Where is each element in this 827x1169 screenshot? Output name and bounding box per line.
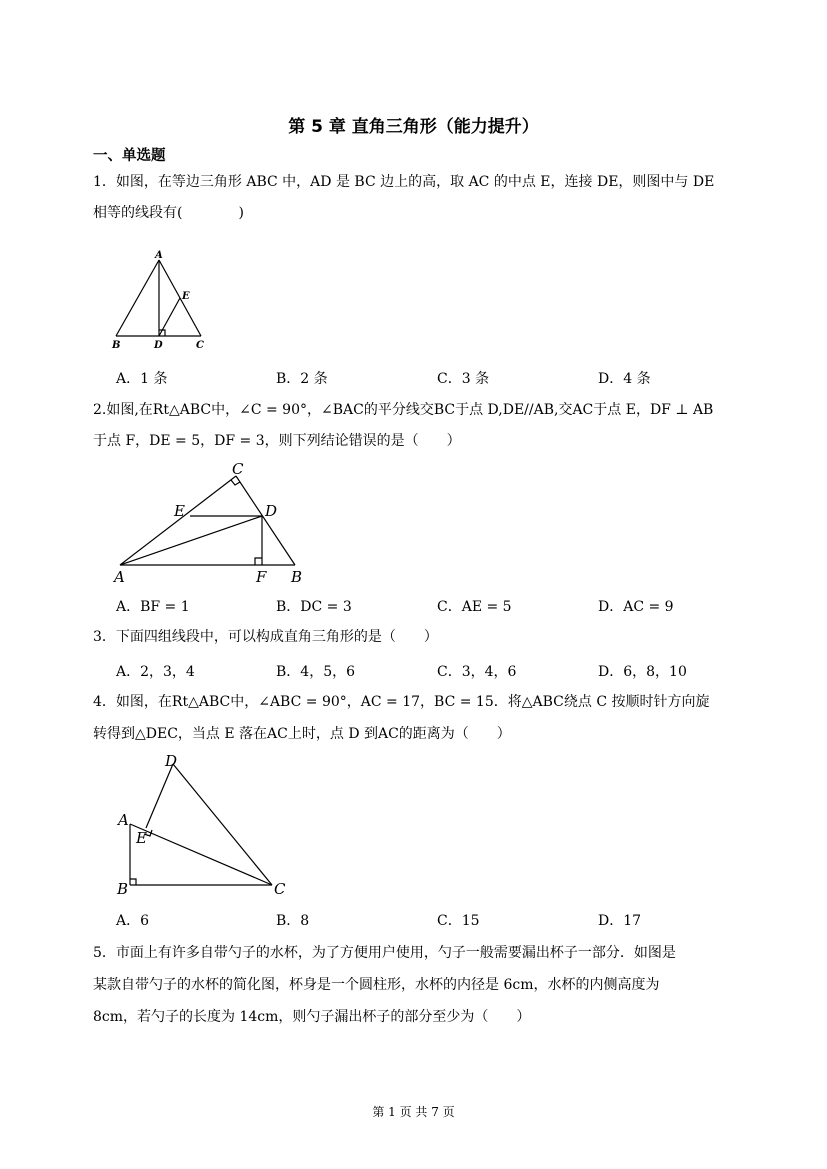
q5-text-line3: 8cm，若勺子的长度为 14cm，则勺子漏出杯子的部分至少为（ ） bbox=[93, 1009, 531, 1025]
q1-label-C: C bbox=[196, 340, 204, 351]
q2-text-line2: 于点 F，DE = 5，DF = 3，则下列结论错误的是（ ） bbox=[93, 433, 461, 449]
q1-option-c[interactable]: C．3 条 bbox=[437, 371, 490, 387]
q1-option-b[interactable]: B．2 条 bbox=[276, 371, 328, 387]
q5-text-line1: 5．市面上有许多自带勺子的水杯，为了方便用户使用，勺子一般需要漏出杯子一部分．如图是 bbox=[93, 945, 676, 961]
q2-text-line1: 2.如图,在Rt△ABC中，∠C = 90°，∠BAC的平分线交BC于点 D,DE//AB,交AC于点 E，DF ⊥ AB bbox=[93, 402, 714, 418]
q1-text-line2: 相等的线段有( ) bbox=[93, 205, 244, 221]
section-heading: 一、单选题 bbox=[93, 148, 166, 164]
q4-text-line1: 4．如图，在Rt△ABC中，∠ABC = 90°，AC = 17，BC = 15．将△ABC绕点 C 按顺时针方向旋 bbox=[93, 694, 710, 710]
q2-label-F: F bbox=[256, 568, 267, 586]
q4-label-D: D bbox=[165, 752, 178, 770]
q1-label-E: E bbox=[182, 291, 190, 302]
q2-option-c[interactable]: C．AE = 5 bbox=[437, 599, 512, 615]
q3-option-b[interactable]: B．4，5，6 bbox=[276, 664, 356, 680]
q5-text-line2: 某款自带勺子的水杯的简化图，杯身是一个圆柱形，水杯的内径是 6cm，水杯的内侧高度为 bbox=[93, 977, 660, 993]
q3-option-a[interactable]: A．2，3，4 bbox=[116, 664, 195, 680]
q4-option-c[interactable]: C．15 bbox=[437, 913, 480, 929]
q4-label-E: E bbox=[136, 829, 147, 847]
q1-figure-equilateral-triangle bbox=[108, 248, 218, 353]
q3-option-c[interactable]: C．3，4，6 bbox=[437, 664, 517, 680]
q2-label-E: E bbox=[174, 502, 185, 520]
q4-option-d[interactable]: D．17 bbox=[598, 913, 642, 929]
q4-label-A: A bbox=[118, 811, 129, 829]
q4-label-C: C bbox=[274, 880, 286, 898]
q2-option-b[interactable]: B．DC = 3 bbox=[276, 599, 352, 615]
q4-option-a[interactable]: A．6 bbox=[116, 913, 150, 929]
q1-option-d[interactable]: D．4 条 bbox=[598, 371, 651, 387]
q2-option-d[interactable]: D．AC = 9 bbox=[598, 599, 674, 615]
q1-label-A: A bbox=[155, 250, 163, 261]
q3-option-d[interactable]: D．6，8，10 bbox=[598, 664, 687, 680]
q2-label-A: A bbox=[114, 568, 125, 586]
q2-label-C: C bbox=[232, 460, 244, 478]
q1-text-line1: 1．如图，在等边三角形 ABC 中，AD 是 BC 边上的高，取 AC 的中点 E，连接 DE，则图中与 DE bbox=[93, 174, 715, 190]
q2-label-D: D bbox=[265, 502, 278, 520]
q2-label-B: B bbox=[291, 568, 303, 586]
q2-figure-right-triangle bbox=[108, 458, 318, 588]
q4-text-line2: 转得到△DEC，当点 E 落在AC上时，点 D 到AC的距离为（ ） bbox=[93, 726, 511, 742]
q2-option-a[interactable]: A．BF = 1 bbox=[116, 599, 190, 615]
q1-option-a[interactable]: A．1 条 bbox=[116, 371, 168, 387]
q4-label-B: B bbox=[117, 880, 129, 898]
q3-text-line1: 3．下面四组线段中，可以构成直角三角形的是（ ） bbox=[93, 629, 438, 645]
q4-figure-rotated-triangle bbox=[108, 748, 298, 903]
q1-label-D: D bbox=[154, 340, 163, 351]
page-title: 第 5 章 直角三角形（能力提升） bbox=[288, 117, 539, 137]
page-footer: 第 1 页 共 7 页 bbox=[372, 1105, 455, 1119]
q4-option-b[interactable]: B．8 bbox=[276, 913, 310, 929]
q1-label-B: B bbox=[112, 340, 121, 351]
